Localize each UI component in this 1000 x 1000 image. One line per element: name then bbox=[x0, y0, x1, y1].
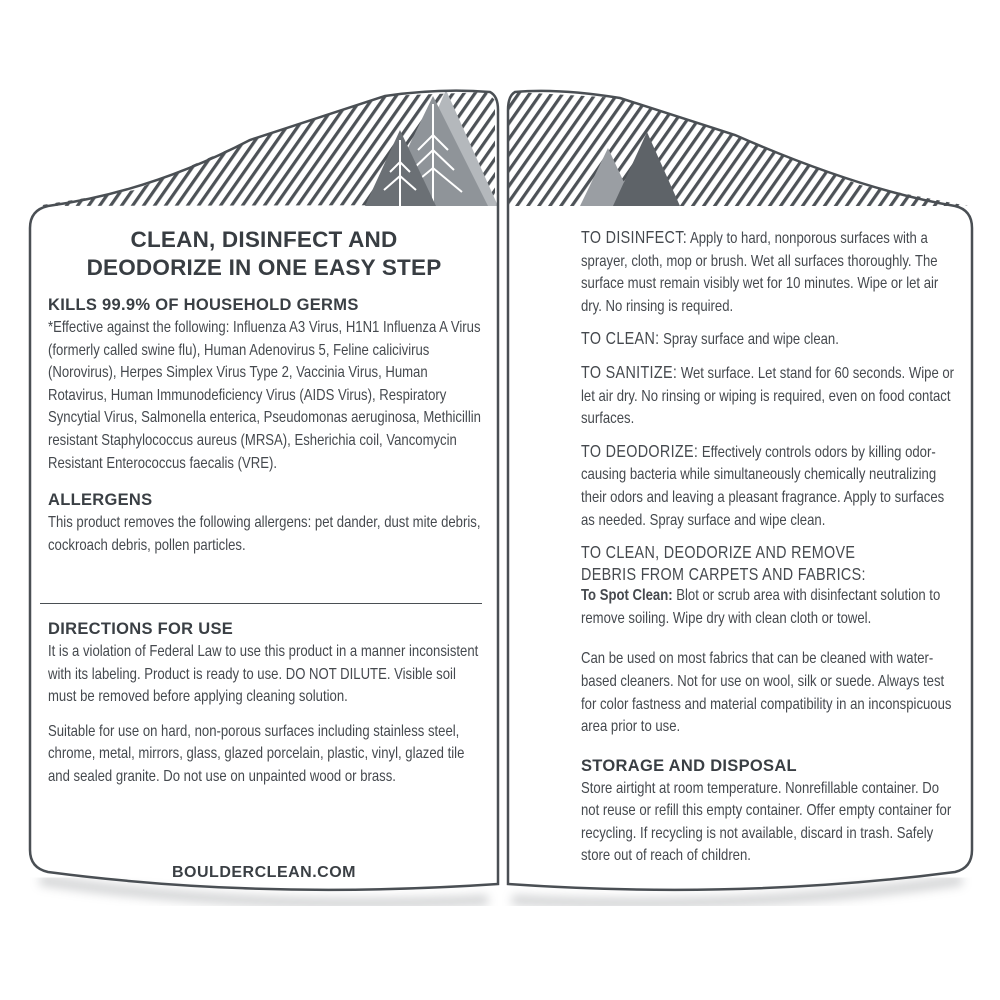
title-line-1: CLEAN, DISINFECT AND bbox=[130, 227, 398, 252]
kills-heading: KILLS 99.9% OF HOUSEHOLD GERMS bbox=[48, 296, 359, 314]
sanitize-section bbox=[581, 361, 957, 431]
carpets-heading-line-1: TO CLEAN, DEODORIZE AND REMOVE bbox=[581, 542, 856, 563]
sanitize-label: TO SANITIZE: bbox=[581, 361, 678, 382]
clean-body: Spray surface and wipe clean. bbox=[663, 331, 839, 349]
hatch-band-right bbox=[505, 80, 975, 210]
suitable-body: Suitable for use on hard, non-porous surfaces including stainless steel, chrome, metal, mirrors, glass, glazed porcelain, plastic, vinyl, glazed tile and sealed granite. Do not use on unpainted wood or brass. bbox=[48, 722, 465, 785]
panel-shadows bbox=[40, 880, 962, 903]
disinfect-label: TO DISINFECT: bbox=[581, 227, 688, 247]
deodorize-body: Effectively controls odors by killing odor-causing bacteria while simultaneously chemically neutralizing their odors and leaving a pleasant fragrance. Apply to surfaces as needed. Spray surface and wipe clean. bbox=[581, 443, 945, 529]
storage-heading: STORAGE AND DISPOSAL bbox=[581, 756, 797, 775]
directions-body: It is a violation of Federal Law to use this product in a manner inconsistent with its labeling. Product is ready to use. DO NOT DILUTE. Visible soil must be removed before applying cleaning solution. bbox=[48, 643, 479, 706]
fabrics-body: Can be used on most fabrics that can be cleaned with water-based cleaners. Not for use on wool, silk or suede. Always test for color fastness and material compatibility in an inconspicuous area prior to use. bbox=[581, 650, 952, 736]
spot-clean-label: To Spot Clean: bbox=[581, 587, 673, 605]
spot-clean-body: Blot or scrub area with disinfectant solution to remove soiling. Wipe dry with clean cloth or towel. bbox=[581, 587, 941, 627]
disinfect-section bbox=[581, 226, 957, 318]
title-line-2: DEODORIZE IN ONE EASY STEP bbox=[86, 255, 442, 280]
main-title bbox=[48, 226, 480, 282]
carpets-heading-line-2: DEBRIS FROM CARPETS AND FABRICS: bbox=[581, 564, 866, 585]
kills-body: *Effective against the following: Influenza A3 Virus, H1N1 Influenza A Virus (formerly called swine flu), Human Adenovirus 5, Feline calicivirus (Norovirus), Herpes Simplex Virus Type 2, Vaccinia Virus, Human Rotavirus, Human Immunodeficiency Virus (AIDS Virus), Respiratory Syncytial Virus, Salmonella enterica, Pseudomonas aeruginosa, Methicillin resistant Staphylococcus aureus (MRSA), Esherichia coil, Vancomycin Resistant Enterococcus faecalis (VRE). bbox=[48, 319, 481, 472]
disinfect-body: Apply to hard, nonporous surfaces with a sprayer, cloth, mop or brush. Wet all surfaces thoroughly. The surface must remain visibly wet for 10 minutes. Wipe or let air dry. No rinsing is required. bbox=[581, 230, 939, 315]
section-divider bbox=[40, 603, 482, 604]
clean-label: TO CLEAN: bbox=[581, 328, 660, 349]
directions-section bbox=[48, 620, 480, 789]
deodorize-section bbox=[581, 440, 957, 532]
storage-body: Store airtight at room temperature. Nonrefillable container. Do not reuse or refill this empty container. Offer empty container for recycling. If recycling is not available, discard in trash. Safely store out of reach of children. bbox=[581, 779, 952, 865]
carpets-section bbox=[581, 541, 957, 630]
website-link[interactable]: BOULDERCLEAN.COM bbox=[172, 864, 356, 881]
allergens-body: This product removes the following allergens: pet dander, dust mite debris, cockroach debris, pollen particles. bbox=[48, 514, 481, 554]
right-panel bbox=[581, 226, 956, 868]
allergens-heading: ALLERGENS bbox=[48, 491, 153, 510]
left-panel bbox=[48, 226, 480, 557]
deodorize-label: TO DEODORIZE: bbox=[581, 440, 699, 461]
sanitize-body: Wet surface. Let stand for 60 seconds. Wipe or let air dry. No rinsing or wiping is required, even on food contact surfaces. bbox=[581, 364, 955, 428]
clean-section bbox=[581, 327, 957, 352]
directions-heading: DIRECTIONS FOR USE bbox=[48, 620, 234, 638]
